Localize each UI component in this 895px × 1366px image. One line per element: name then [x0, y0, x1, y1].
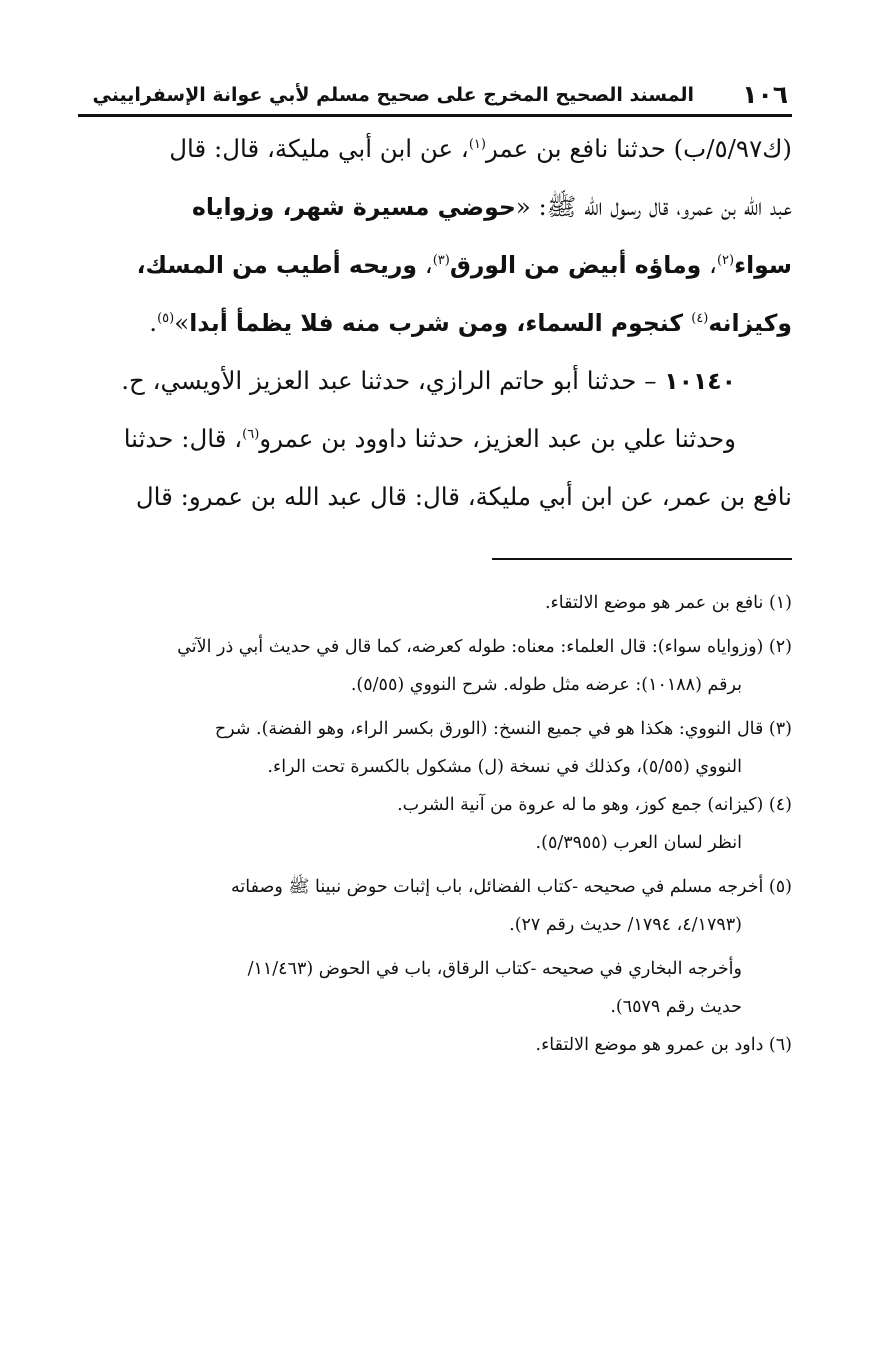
- main-text: [78, 120, 792, 526]
- footnote-ref-5: (٥): [157, 310, 175, 326]
- footnote-6: (٦) داود بن عمرو هو موضع الالتقاء.: [535, 1035, 792, 1055]
- body-line-5: ١٠١٤٠ – حدثنا أبو حاتم الرازي، حدثنا عبد العزيز الأويسي، ح.: [121, 366, 736, 395]
- footnote-ref-3: (٣): [432, 252, 450, 268]
- footnote-ref-4: (٤): [691, 310, 709, 326]
- footnote-2: (٢) (وزواياه سواء): قال العلماء: معناه: طوله كعرضه، كما قال في حديث أبي ذر الآتي: [177, 637, 792, 657]
- body-line-6: وحدثنا علي بن عبد العزيز، حدثنا داوود بن عمرو$^{(٦)}$، قال: حدثنا: [123, 424, 736, 453]
- footnote-5-cont: (٤/١٧٩٣، ١٧٩٤/ حديث رقم ٢٧).: [509, 915, 742, 935]
- body-line-7: نافع بن عمر، عن ابن أبي مليكة، قال: قال عبد الله بن عمرو: قال: [135, 482, 792, 511]
- body-line-3: سواء$^{(٢)}$، وماؤه أبيض من الورق$^{(٣)}$، وريحه أطيب من المسك،: [136, 250, 792, 279]
- footnotes: [78, 584, 792, 1064]
- footnote-3-cont: النووي (٥/٥٥)، وكذلك في نسخة (ل) مشكول بالكسرة تحت الراء.: [267, 757, 742, 777]
- page-number: ١٠٦: [742, 80, 788, 109]
- hadith-text: حوضي مسيرة شهر، وزواياه: [192, 193, 516, 221]
- running-title: المسند الصحيح المخرج على صحيح مسلم لأبي عوانة الإسفراييني: [92, 84, 694, 106]
- footnote-ref-6: (٦): [242, 426, 260, 442]
- footnote-5-extra-cont: حديث رقم ٦٥٧٩).: [610, 997, 742, 1017]
- footnote-2-cont: برقم (١٠١٨٨): عرضه مثل طوله. شرح النووي (٥/٥٥).: [350, 675, 742, 695]
- footnote-5-extra: وأخرجه البخاري في صحيحه -كتاب الرقاق، باب في الحوض (١١/٤٦٣/: [247, 959, 742, 979]
- page-header: [78, 78, 792, 116]
- body-line-1: (ك٥/٩٧/ب) حدثنا نافع بن عمر$^{(١)}$، عن ابن أبي مليكة، قال: قال: [169, 134, 792, 163]
- footnote-4-cont: انظر لسان العرب (٥/٣٩٥٥).: [535, 833, 742, 853]
- footnote-ref-2: (٢): [716, 252, 735, 268]
- body-line-2: عبد الله بن عمرو، قال رسول الله ﷺ: «حوضي مسيرة شهر، وزواياه: [192, 192, 792, 221]
- hadith-number: ١٠١٤٠: [664, 367, 736, 395]
- footnote-3: (٣) قال النووي: هكذا هو في جميع النسخ: (الورق بكسر الراء، وهو الفضة). شرح: [214, 719, 792, 739]
- body-line-4: وكيزانه$^{(٤)}$ كنجوم السماء، ومن شرب منه فلا يظمأ أبدا»$^{(٥)}$.: [149, 308, 792, 337]
- footnote-ref-1: (١): [468, 136, 486, 152]
- footnote-5: (٥) أخرجه مسلم في صحيحه -كتاب الفضائل، باب إثبات حوض نبينا ﷺ وصفاته: [231, 877, 792, 897]
- footnote-separator: [492, 558, 792, 560]
- footnote-1: (١) نافع بن عمر هو موضع الالتقاء.: [544, 593, 792, 613]
- book-page: [78, 78, 792, 1064]
- footnote-4: (٤) (كيزانه) جمع كوز، وهو ما له عروة من آنية الشرب.: [397, 795, 792, 815]
- header-rule: [78, 114, 792, 117]
